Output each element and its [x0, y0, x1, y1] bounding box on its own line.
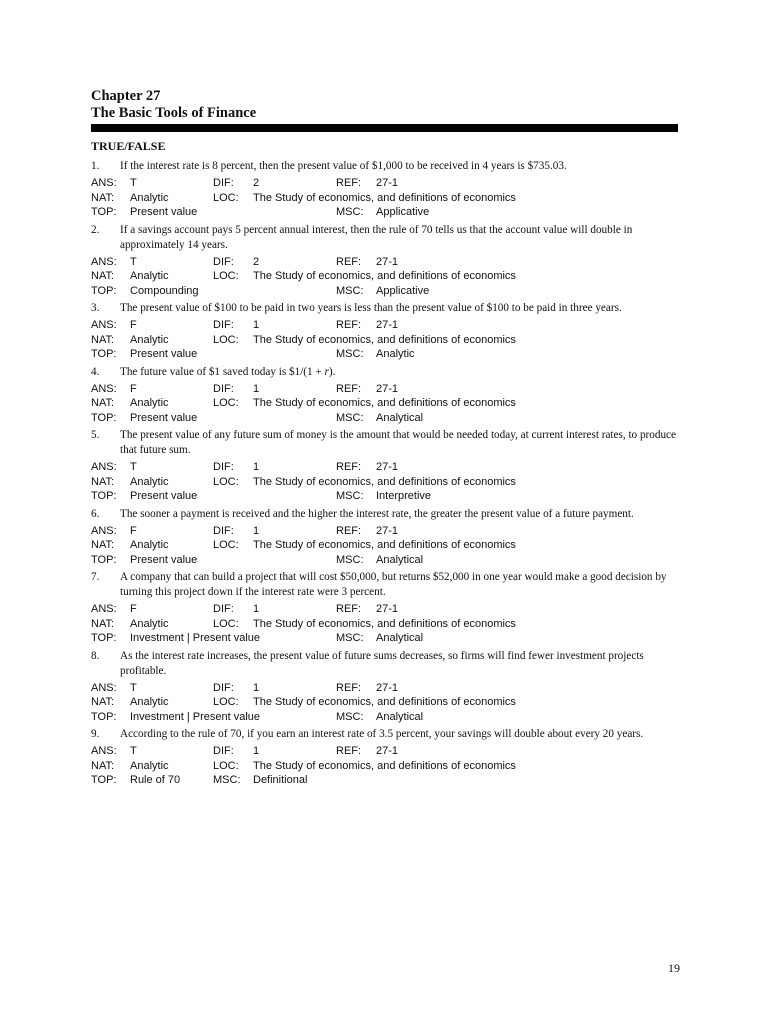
question-text-block	[91, 507, 678, 522]
question-number: 9.	[91, 728, 100, 740]
question-metadata	[91, 255, 678, 299]
meta-row-top	[91, 489, 678, 504]
question-metadata	[91, 176, 678, 220]
nat-label: NAT:	[91, 397, 115, 409]
ref-value: 27-1	[376, 524, 399, 537]
meta-row-nat	[91, 396, 678, 411]
question-text: If a savings account pays 5 percent annual interest, then the rule of 70 tells us that the account value will double in approximately 14 years.	[120, 223, 633, 251]
msc-value: Analytical	[376, 411, 424, 424]
dif-label: DIF:	[213, 461, 234, 473]
nat-value: Analytic	[130, 617, 169, 630]
nat-value: Analytic	[130, 696, 169, 708]
ans-value: T	[130, 745, 137, 757]
ans-value: F	[130, 524, 137, 537]
nat-label: NAT:	[91, 539, 115, 551]
meta-row-top	[91, 284, 678, 299]
meta-row-ans	[91, 255, 678, 270]
question-number: 5.	[91, 429, 100, 441]
ans-label: ANS:	[91, 745, 117, 757]
meta-row-top	[91, 347, 678, 362]
ref-value: 27-1	[376, 319, 399, 331]
loc-value: The Study of economics, and definitions of economics	[253, 270, 516, 282]
question-text-block	[91, 301, 678, 316]
question-item	[91, 428, 678, 504]
loc-value: The Study of economics, and definitions of economics	[253, 696, 516, 708]
ref-label: REF:	[336, 255, 362, 268]
msc-label: MSC:	[336, 411, 364, 424]
dif-value: 1	[253, 524, 260, 537]
msc-value: Interpretive	[376, 490, 432, 502]
ans-label: ANS:	[91, 177, 117, 189]
ref-label: REF:	[336, 745, 362, 757]
nat-value: Analytic	[130, 191, 169, 204]
section-heading: TRUE/FALSE	[91, 139, 166, 153]
loc-value: The Study of economics, and definitions of economics	[253, 333, 516, 346]
top-value: Present value	[130, 553, 198, 566]
ans-label: ANS:	[91, 681, 117, 694]
question-text: A company that can build a project that will cost $50,000, but returns $52,000 in one year would make a good decision by turning this project down if the interest rate were 3 percent.	[120, 571, 667, 598]
question-text-variable: r	[324, 365, 329, 378]
question-number: 1.	[91, 160, 100, 172]
question-text-block	[91, 159, 678, 174]
loc-label: LOC:	[213, 475, 239, 488]
meta-row-nat	[91, 759, 678, 774]
nat-label: NAT:	[91, 696, 115, 708]
ans-value: T	[130, 461, 137, 473]
question-number: 3.	[91, 302, 100, 314]
meta-row-nat	[91, 269, 678, 284]
dif-value: 1	[253, 603, 260, 615]
question-metadata	[91, 460, 678, 504]
ref-value: 27-1	[376, 461, 399, 473]
nat-value: Analytic	[130, 759, 169, 772]
document-page	[91, 88, 678, 791]
ref-value: 27-1	[376, 382, 399, 395]
question-text-block	[91, 570, 678, 600]
msc-value: Analytical	[376, 710, 424, 723]
msc-label: MSC:	[336, 490, 364, 502]
ref-label: REF:	[336, 382, 362, 395]
question-metadata	[91, 318, 678, 362]
meta-row-ans	[91, 524, 678, 539]
ref-value: 27-1	[376, 255, 399, 268]
question-number: 2.	[91, 223, 100, 236]
nat-value: Analytic	[130, 270, 169, 282]
msc-value: Analytic	[376, 348, 415, 360]
question-number: 7.	[91, 571, 100, 583]
meta-row-top	[91, 710, 678, 725]
loc-label: LOC:	[213, 617, 239, 630]
dif-value: 1	[253, 319, 260, 331]
question-metadata	[91, 681, 678, 725]
top-label: TOP:	[91, 710, 117, 723]
question-text-block	[91, 223, 678, 253]
question-metadata	[91, 602, 678, 646]
heading-rule	[91, 124, 678, 132]
question-text: The present value of any future sum of money is the amount that would be needed today, at current interest rates, to produce that future sum.	[120, 429, 676, 456]
question-metadata	[91, 524, 678, 568]
question-item	[91, 223, 678, 299]
dif-value: 1	[253, 382, 260, 395]
msc-value: Analytical	[376, 632, 424, 644]
dif-label: DIF:	[213, 681, 234, 694]
ans-label: ANS:	[91, 255, 117, 268]
top-label: TOP:	[91, 348, 117, 360]
dif-label: DIF:	[213, 177, 234, 189]
ans-label: ANS:	[91, 319, 117, 331]
dif-value: 1	[253, 745, 260, 757]
top-label: TOP:	[91, 774, 117, 786]
dif-value: 1	[253, 681, 260, 694]
meta-row-top	[91, 553, 678, 568]
question-text-block	[91, 727, 678, 742]
question-item	[91, 570, 678, 646]
meta-row-nat	[91, 475, 678, 490]
ref-value: 27-1	[376, 745, 399, 757]
nat-label: NAT:	[91, 191, 115, 204]
meta-row-top	[91, 205, 678, 220]
question-text: The sooner a payment is received and the higher the interest rate, the greater the present value of a future payment.	[120, 507, 634, 520]
msc-label: MSC:	[213, 774, 241, 786]
msc-label: MSC:	[336, 348, 364, 360]
top-value: Present value	[130, 206, 198, 218]
top-label: TOP:	[91, 411, 117, 424]
nat-value: Analytic	[130, 539, 169, 551]
meta-row-nat	[91, 191, 678, 206]
ref-label: REF:	[336, 461, 362, 473]
top-label: TOP:	[91, 490, 117, 502]
msc-value: Applicative	[376, 206, 430, 218]
nat-label: NAT:	[91, 759, 115, 772]
ans-value: T	[130, 177, 137, 189]
ans-label: ANS:	[91, 603, 117, 615]
dif-label: DIF:	[213, 382, 234, 395]
meta-row-ans	[91, 460, 678, 475]
loc-label: LOC:	[213, 397, 239, 409]
ans-value: T	[130, 255, 137, 268]
msc-label: MSC:	[336, 710, 364, 723]
top-value: Rule of 70	[130, 774, 181, 786]
ref-label: REF:	[336, 524, 362, 537]
top-value: Compounding	[130, 284, 199, 297]
top-value: Present value	[130, 348, 198, 360]
ref-label: REF:	[336, 603, 362, 615]
meta-row-top	[91, 773, 678, 788]
loc-value: The Study of economics, and definitions of economics	[253, 397, 516, 409]
page-number: 19	[668, 961, 680, 975]
msc-value: Analytical	[376, 553, 424, 566]
meta-row-nat	[91, 617, 678, 632]
nat-value: Analytic	[130, 333, 169, 346]
top-label: TOP:	[91, 206, 117, 218]
question-text: According to the rule of 70, if you earn an interest rate of 3.5 percent, your savings will double about every 20 years.	[120, 728, 644, 740]
loc-value: The Study of economics, and definitions of economics	[253, 475, 516, 488]
ref-value: 27-1	[376, 177, 399, 189]
msc-label: MSC:	[336, 632, 364, 644]
dif-label: DIF:	[213, 745, 234, 757]
ans-value: F	[130, 603, 137, 615]
ref-label: REF:	[336, 681, 362, 694]
question-text-block	[91, 649, 678, 679]
msc-value: Applicative	[376, 284, 430, 297]
meta-row-nat	[91, 695, 678, 710]
chapter-title: The Basic Tools of Finance	[91, 105, 257, 121]
meta-row-nat	[91, 538, 678, 553]
loc-label: LOC:	[213, 696, 239, 708]
dif-label: DIF:	[213, 255, 234, 268]
ans-label: ANS:	[91, 461, 117, 473]
nat-label: NAT:	[91, 475, 115, 488]
nat-label: NAT:	[91, 617, 115, 630]
loc-label: LOC:	[213, 539, 239, 551]
ref-value: 27-1	[376, 681, 399, 694]
ans-value: F	[130, 319, 137, 331]
top-label: TOP:	[91, 553, 117, 566]
question-text: As the interest rate increases, the present value of future sums decreases, so firms will find fewer investment projects profitable.	[120, 649, 644, 677]
meta-row-top	[91, 631, 678, 646]
chapter-number: Chapter 27	[91, 88, 161, 104]
ans-label: ANS:	[91, 382, 117, 395]
question-text-part: The future value of $1 saved today is $1/(1 +	[120, 365, 325, 378]
nat-value: Analytic	[130, 397, 169, 409]
meta-row-nat	[91, 333, 678, 348]
meta-row-top	[91, 411, 678, 426]
ref-label: REF:	[336, 319, 362, 331]
question-number: 8.	[91, 649, 100, 662]
msc-label: MSC:	[336, 284, 364, 297]
question-text: If the interest rate is 8 percent, then the present value of $1,000 to be received in 4 years is $735.03.	[120, 160, 567, 172]
ref-label: REF:	[336, 177, 362, 189]
question-number: 4.	[91, 365, 100, 378]
meta-row-ans	[91, 681, 678, 696]
top-label: TOP:	[91, 632, 117, 644]
question-item	[91, 507, 678, 568]
meta-row-ans	[91, 382, 678, 397]
top-label: TOP:	[91, 284, 117, 297]
top-value: Investment | Present value	[130, 632, 261, 644]
loc-value: The Study of economics, and definitions of economics	[253, 759, 516, 772]
dif-label: DIF:	[213, 319, 234, 331]
nat-value: Analytic	[130, 475, 169, 488]
meta-row-ans	[91, 602, 678, 617]
meta-row-ans	[91, 318, 678, 333]
dif-label: DIF:	[213, 603, 234, 615]
loc-label: LOC:	[213, 270, 239, 282]
ans-value: T	[130, 681, 137, 694]
dif-value: 2	[253, 255, 260, 268]
msc-value: Definitional	[253, 774, 308, 786]
ref-value: 27-1	[376, 603, 399, 615]
question-metadata	[91, 382, 678, 426]
question-item	[91, 727, 678, 788]
question-metadata	[91, 744, 678, 788]
loc-label: LOC:	[213, 759, 239, 772]
meta-row-ans	[91, 744, 678, 759]
nat-label: NAT:	[91, 333, 115, 346]
question-number: 6.	[91, 507, 100, 520]
loc-label: LOC:	[213, 191, 239, 204]
question-item	[91, 301, 678, 362]
top-value: Present value	[130, 411, 198, 424]
question-item	[91, 159, 678, 220]
loc-value: The Study of economics, and definitions of economics	[253, 539, 516, 551]
loc-value: The Study of economics, and definitions of economics	[253, 617, 516, 630]
nat-label: NAT:	[91, 270, 115, 282]
dif-value: 2	[253, 177, 260, 189]
ans-label: ANS:	[91, 524, 117, 537]
dif-label: DIF:	[213, 524, 234, 537]
loc-label: LOC:	[213, 333, 239, 346]
question-text-block	[91, 365, 678, 380]
top-value: Investment | Present value	[130, 710, 261, 723]
meta-row-ans	[91, 176, 678, 191]
msc-label: MSC:	[336, 206, 364, 218]
question-text: The present value of $100 to be paid in two years is less than the present value of $100 to be paid in three years.	[120, 302, 622, 314]
top-value: Present value	[130, 490, 198, 502]
dif-value: 1	[253, 461, 260, 473]
ans-value: F	[130, 382, 137, 395]
loc-value: The Study of economics, and definitions of economics	[253, 191, 516, 204]
question-text-block	[91, 428, 678, 458]
question-text-part: ).	[328, 365, 336, 378]
msc-label: MSC:	[336, 553, 364, 566]
question-item	[91, 649, 678, 725]
question-item	[91, 365, 678, 426]
